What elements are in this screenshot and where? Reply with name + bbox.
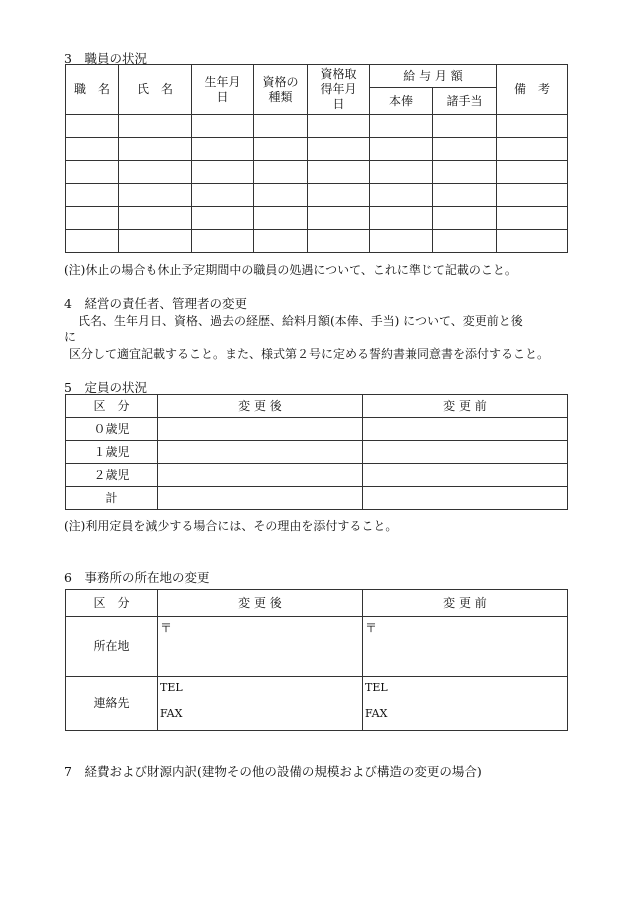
postal-mark-after: 〒 bbox=[160, 621, 173, 635]
section-4-line2: に bbox=[64, 330, 77, 344]
col-qualification-type: 資格の 種類 bbox=[254, 65, 308, 115]
col-after: 変 更 後 bbox=[158, 395, 363, 418]
col-before: 変 更 前 bbox=[363, 395, 568, 418]
postal-mark-before: 〒 bbox=[365, 621, 378, 635]
col-salary: 給 与 月 額 bbox=[370, 65, 497, 88]
table-row bbox=[66, 161, 568, 184]
row-label-address: 所在地 bbox=[66, 617, 158, 677]
section-4-line1: 氏名、生年月日、資格、過去の経歴、給料月額(本俸、手当) について、変更前と後 bbox=[78, 314, 523, 328]
col-qualification-date: 資格取 得年月 日 bbox=[308, 65, 370, 115]
col-base-pay: 本俸 bbox=[370, 88, 433, 115]
table-row bbox=[66, 138, 568, 161]
staff-table bbox=[65, 64, 568, 253]
col-remarks: 備 考 bbox=[497, 65, 568, 115]
col-kubun: 区 分 bbox=[66, 395, 158, 418]
section-4-line3: 区分して適宜記載すること。また、様式第２号に定める誓約書兼同意書を添付すること。 bbox=[69, 347, 550, 361]
section-3-heading: 3 職員の状況 bbox=[64, 51, 147, 66]
table-row bbox=[66, 115, 568, 138]
row-label-age2: ２歳児 bbox=[66, 464, 158, 487]
fax-label-after: FAX bbox=[160, 707, 183, 720]
tel-label-before: TEL bbox=[365, 681, 388, 694]
tel-label-after: TEL bbox=[160, 681, 183, 694]
table-row bbox=[66, 487, 568, 510]
col-after: 変 更 後 bbox=[158, 590, 363, 617]
col-name: 氏 名 bbox=[119, 65, 192, 115]
fax-label-before: FAX bbox=[365, 707, 388, 720]
col-before: 変 更 前 bbox=[363, 590, 568, 617]
col-kubun: 区 分 bbox=[66, 590, 158, 617]
table-row bbox=[66, 418, 568, 441]
section-5-note: (注)利用定員を減少する場合には、その理由を添付すること。 bbox=[64, 519, 398, 533]
table-row bbox=[66, 184, 568, 207]
office-table bbox=[65, 589, 568, 731]
col-post: 職 名 bbox=[66, 65, 119, 115]
row-label-total: 計 bbox=[66, 487, 158, 510]
section-3-note: (注)休止の場合も休止予定期間中の職員の処遇について、これに準じて記載のこと。 bbox=[64, 263, 517, 277]
table-row bbox=[66, 230, 568, 253]
row-label-age0: ０歳児 bbox=[66, 418, 158, 441]
section-5-heading: 5 定員の状況 bbox=[64, 380, 147, 395]
table-row bbox=[66, 207, 568, 230]
row-label-contact: 連絡先 bbox=[66, 677, 158, 731]
capacity-table bbox=[65, 394, 568, 510]
table-row bbox=[66, 441, 568, 464]
section-7-heading: 7 経費および財源内訳(建物その他の設備の規模および構造の変更の場合) bbox=[64, 764, 482, 779]
col-allowance: 諸手当 bbox=[433, 88, 497, 115]
table-row bbox=[66, 464, 568, 487]
section-4-heading: 4 経営の責任者、管理者の変更 bbox=[64, 296, 247, 311]
section-6-heading: 6 事務所の所在地の変更 bbox=[64, 570, 210, 585]
row-label-age1: １歳児 bbox=[66, 441, 158, 464]
col-birth: 生年月 日 bbox=[192, 65, 254, 115]
